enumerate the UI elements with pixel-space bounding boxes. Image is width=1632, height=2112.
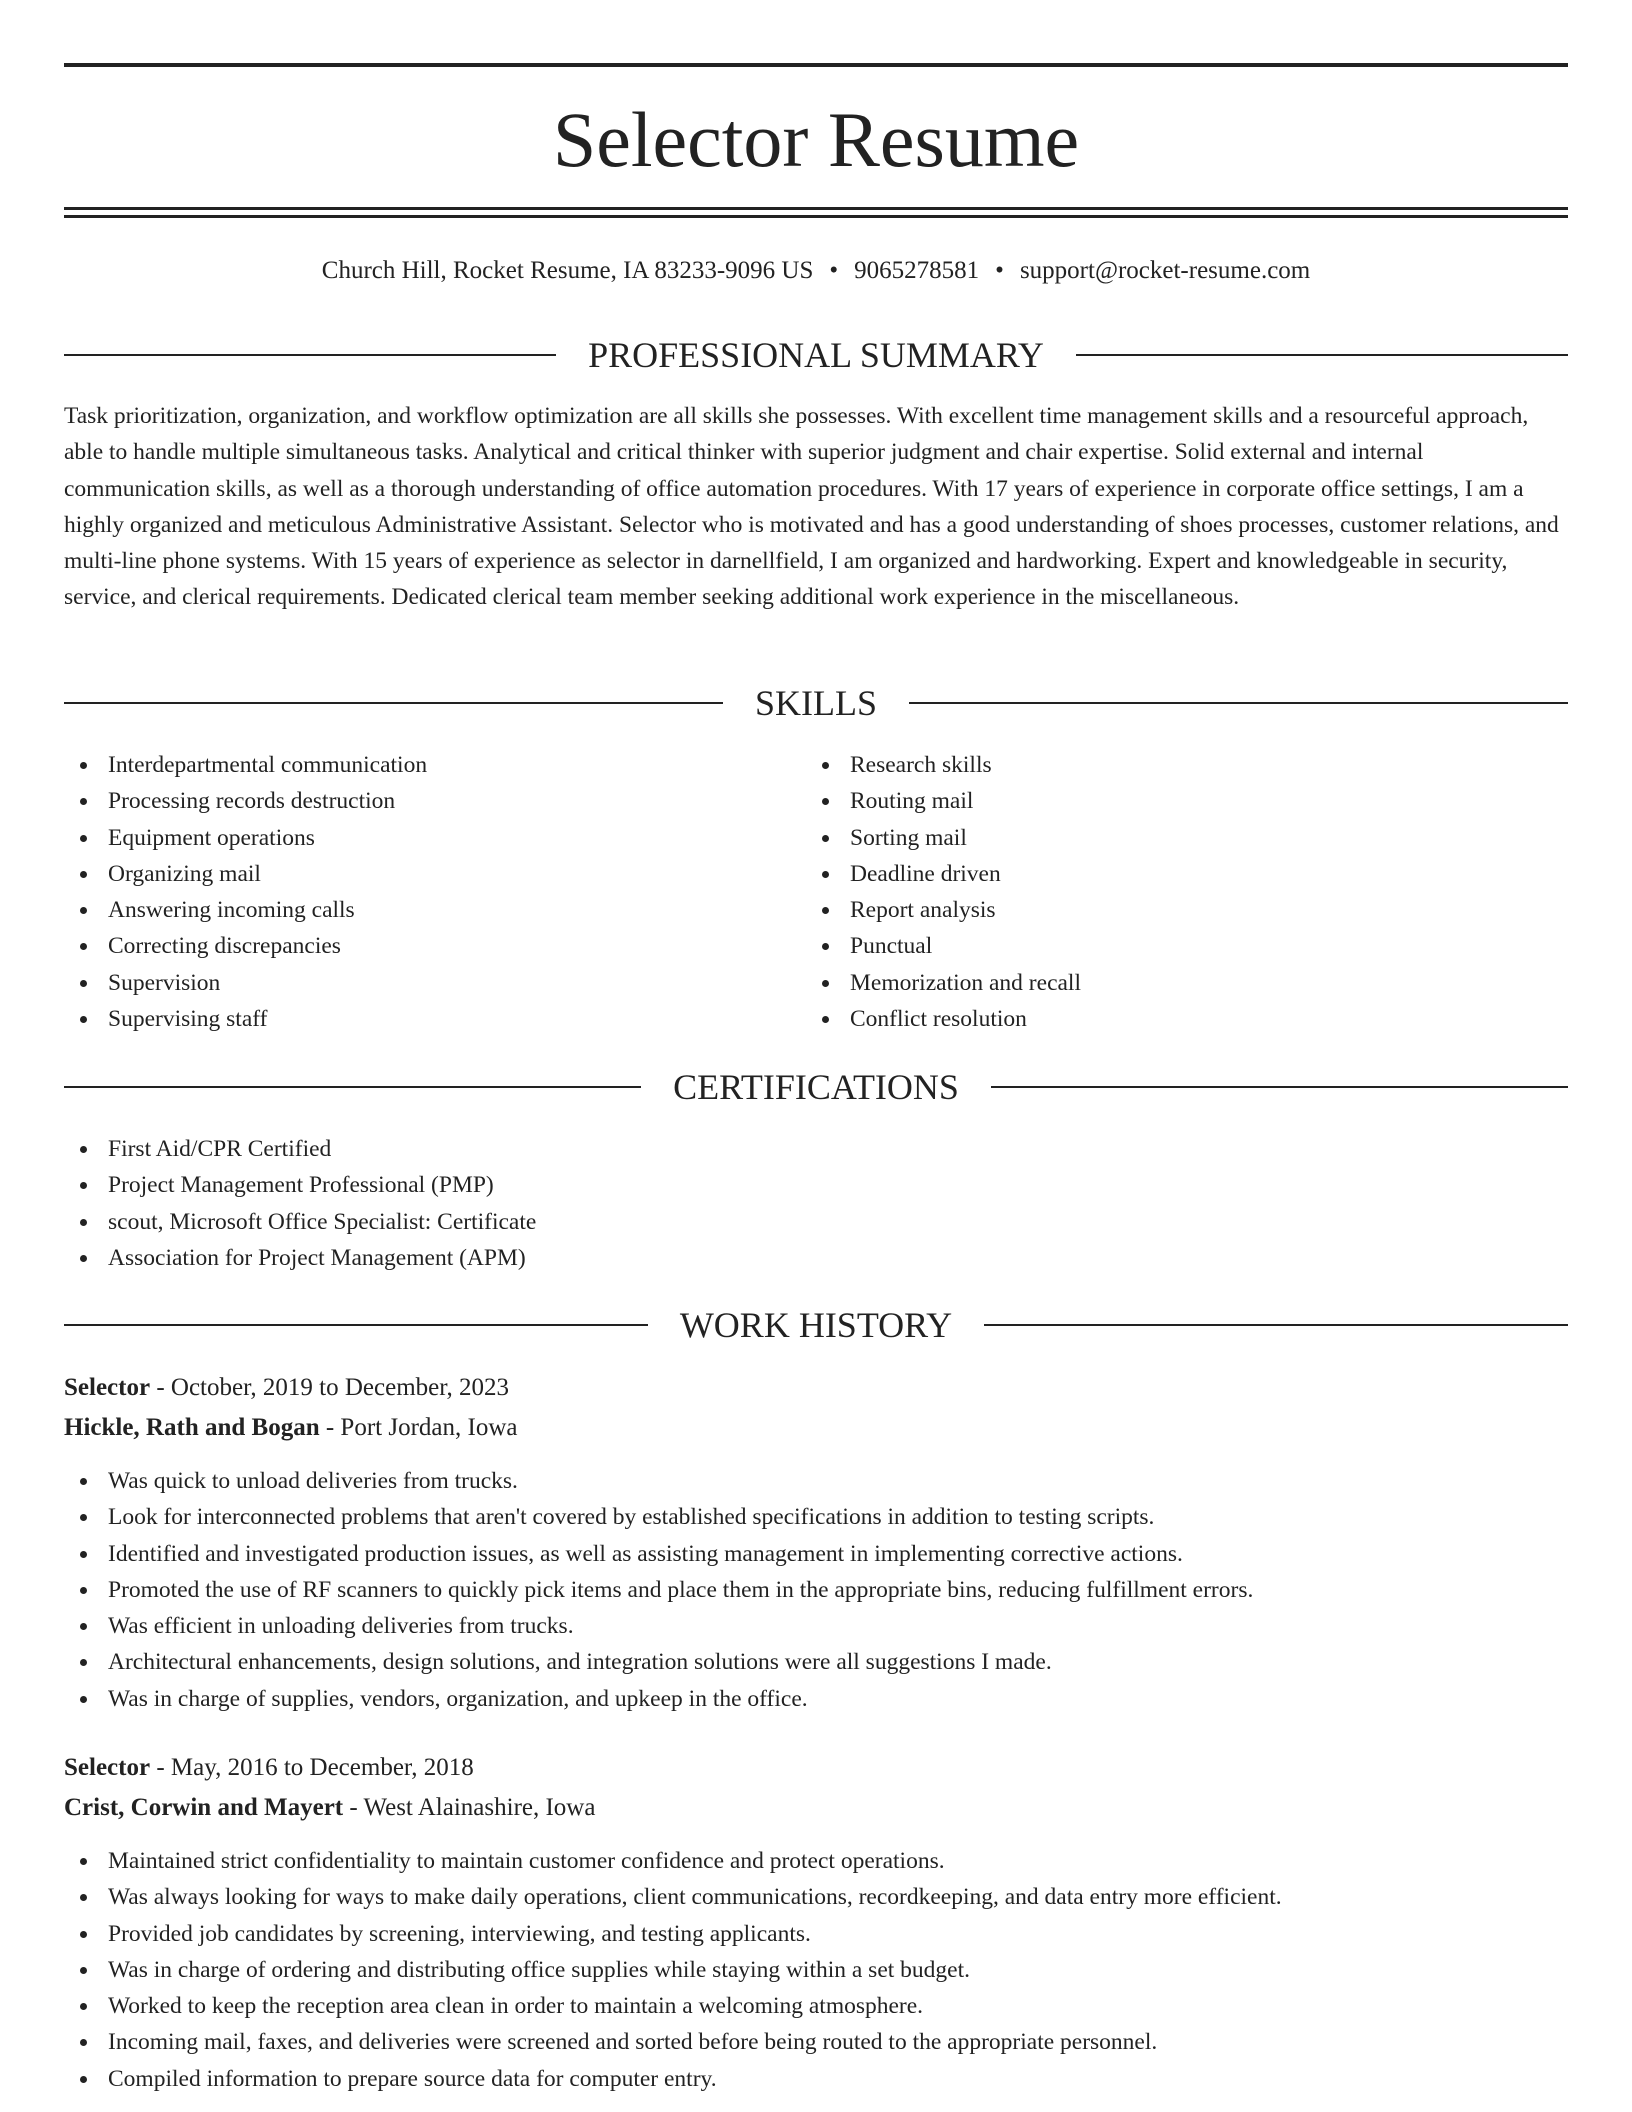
job-location: - Port Jordan, Iowa <box>319 1414 518 1441</box>
section-title: PROFESSIONAL SUMMARY <box>588 335 1044 375</box>
job-company: Hickle, Rath and Bogan <box>64 1414 320 1441</box>
certification-item: Project Management Professional (PMP) <box>64 1167 1568 1203</box>
skill-item: Memorization and recall <box>806 965 1546 1001</box>
skill-item: Conflict resolution <box>806 1001 1546 1037</box>
header-divider-upper <box>64 207 1568 210</box>
section-rule <box>64 354 556 356</box>
skill-item: Supervision <box>64 965 804 1001</box>
job-duty-item: Maintained strict confidentiality to maintain customer confidence and protect operations. <box>64 1843 1568 1879</box>
section-header-certifications <box>64 1065 1568 1109</box>
skill-item: Interdepartmental communication <box>64 747 804 783</box>
section-rule <box>64 1324 648 1326</box>
job-location: - West Alainashire, Iowa <box>343 1794 596 1821</box>
professional-summary: Task prioritization, organization, and workflow optimization are all skills she possesses. With excellent time management skills and a resourceful approach, able to handle multiple simultaneous tasks. Analytical and critical thinker with superior judgment and chair expertise. Solid external and internal communication skills, as well as a thorough understanding of office automation procedures. With 17 years of experience in corporate office settings, I am a highly organized and meticulous Administrative Assistant. Selector who is motivated and has a good understanding of shoes processes, customer relations, and multi-line phone systems. With 15 years of experience as selector in darnellfield, I am organized and hardworking. Expert and knowledgeable in security, service, and clerical requirements. Dedicated clerical team member seeking additional work experience in the miscellaneous. <box>64 403 1559 611</box>
job-title-line <box>64 1750 1568 1786</box>
section-header-skills <box>64 681 1568 725</box>
job-duty-item: Was in charge of supplies, vendors, organization, and upkeep in the office. <box>64 1681 1568 1717</box>
skill-item: Deadline driven <box>806 856 1546 892</box>
skills-list-left <box>64 747 804 1037</box>
contact-separator: • <box>829 257 839 284</box>
section-title: WORK HISTORY <box>679 1305 953 1345</box>
certification-item: Association for Project Management (APM) <box>64 1240 1568 1276</box>
job-duties-list <box>64 1463 1568 1717</box>
skill-item: Report analysis <box>806 892 1546 928</box>
job-duty-item: Provided job candidates by screening, interviewing, and testing applicants. <box>64 1916 1568 1952</box>
job-duty-item: Worked to keep the reception area clean in order to maintain a welcoming atmosphere. <box>64 1988 1568 2024</box>
section-rule <box>991 1086 1568 1088</box>
section-rule <box>909 702 1568 704</box>
skill-item: Answering incoming calls <box>64 892 804 928</box>
job-duty-item: Was in charge of ordering and distributing office supplies while staying within a set budget. <box>64 1952 1568 1988</box>
certification-item: scout, Microsoft Office Specialist: Certificate <box>64 1204 1568 1240</box>
resume-name: Selector Resume <box>552 96 1080 183</box>
job-duty-item: Compiled information to prepare source data for computer entry. <box>64 2061 1568 2097</box>
section-header-summary <box>64 333 1568 377</box>
job-dates: - October, 2019 to December, 2023 <box>150 1374 510 1401</box>
section-rule <box>64 1086 641 1088</box>
section-rule <box>984 1324 1568 1326</box>
skill-item: Sorting mail <box>806 820 1546 856</box>
section-rule <box>1076 354 1568 356</box>
skill-item: Processing records destruction <box>64 783 804 819</box>
job-duty-item: Incoming mail, faxes, and deliveries were screened and sorted before being routed to the appropriate personnel. <box>64 2024 1568 2060</box>
skill-item: Organizing mail <box>64 856 804 892</box>
job-company: Crist, Corwin and Mayert <box>64 1794 344 1821</box>
skill-item: Punctual <box>806 928 1546 964</box>
skill-item: Equipment operations <box>64 820 804 856</box>
contact-line <box>64 253 1568 289</box>
job-title: Selector <box>64 1374 151 1401</box>
skill-item: Routing mail <box>806 783 1546 819</box>
job-dates: - May, 2016 to December, 2018 <box>150 1754 474 1781</box>
contact-address: Church Hill, Rocket Resume, IA 83233-9096 US <box>321 257 814 284</box>
job-duty-item: Identified and investigated production issues, as well as assisting management in implementing corrective actions. <box>64 1536 1568 1572</box>
job-title-line <box>64 1370 1568 1406</box>
certification-item: First Aid/CPR Certified <box>64 1131 1568 1167</box>
skill-item: Correcting discrepancies <box>64 928 804 964</box>
contact-phone: 9065278581 <box>854 257 980 284</box>
job-title: Selector <box>64 1754 151 1781</box>
job-duties-list <box>64 1843 1568 2097</box>
section-title: CERTIFICATIONS <box>673 1067 959 1107</box>
job-company-line <box>64 1790 1568 1826</box>
skill-item: Supervising staff <box>64 1001 804 1037</box>
certifications-list <box>64 1131 1568 1276</box>
skills-list-right <box>806 747 1546 1037</box>
job-duty-item: Was quick to unload deliveries from trucks. <box>64 1463 1568 1499</box>
section-rule <box>64 702 723 704</box>
section-header-work-history <box>64 1303 1568 1347</box>
job-duty-item: Promoted the use of RF scanners to quickly pick items and place them in the appropriate bins, reducing fulfillment errors. <box>64 1572 1568 1608</box>
job-duty-item: Was efficient in unloading deliveries from trucks. <box>64 1608 1568 1644</box>
job-company-line <box>64 1410 1568 1446</box>
contact-separator: • <box>995 257 1004 284</box>
job-duty-item: Look for interconnected problems that aren't covered by established specifications in addition to testing scripts. <box>64 1499 1568 1535</box>
job-duty-item: Architectural enhancements, design solutions, and integration solutions were all suggestions I made. <box>64 1644 1568 1680</box>
section-title: SKILLS <box>755 683 878 723</box>
header-divider-lower <box>64 215 1568 218</box>
job-duty-item: Was always looking for ways to make daily operations, client communications, recordkeeping, and data entry more efficient. <box>64 1879 1568 1915</box>
contact-email: support@rocket-resume.com <box>1019 257 1311 284</box>
skill-item: Research skills <box>806 747 1546 783</box>
header-top-rule <box>64 63 1568 67</box>
